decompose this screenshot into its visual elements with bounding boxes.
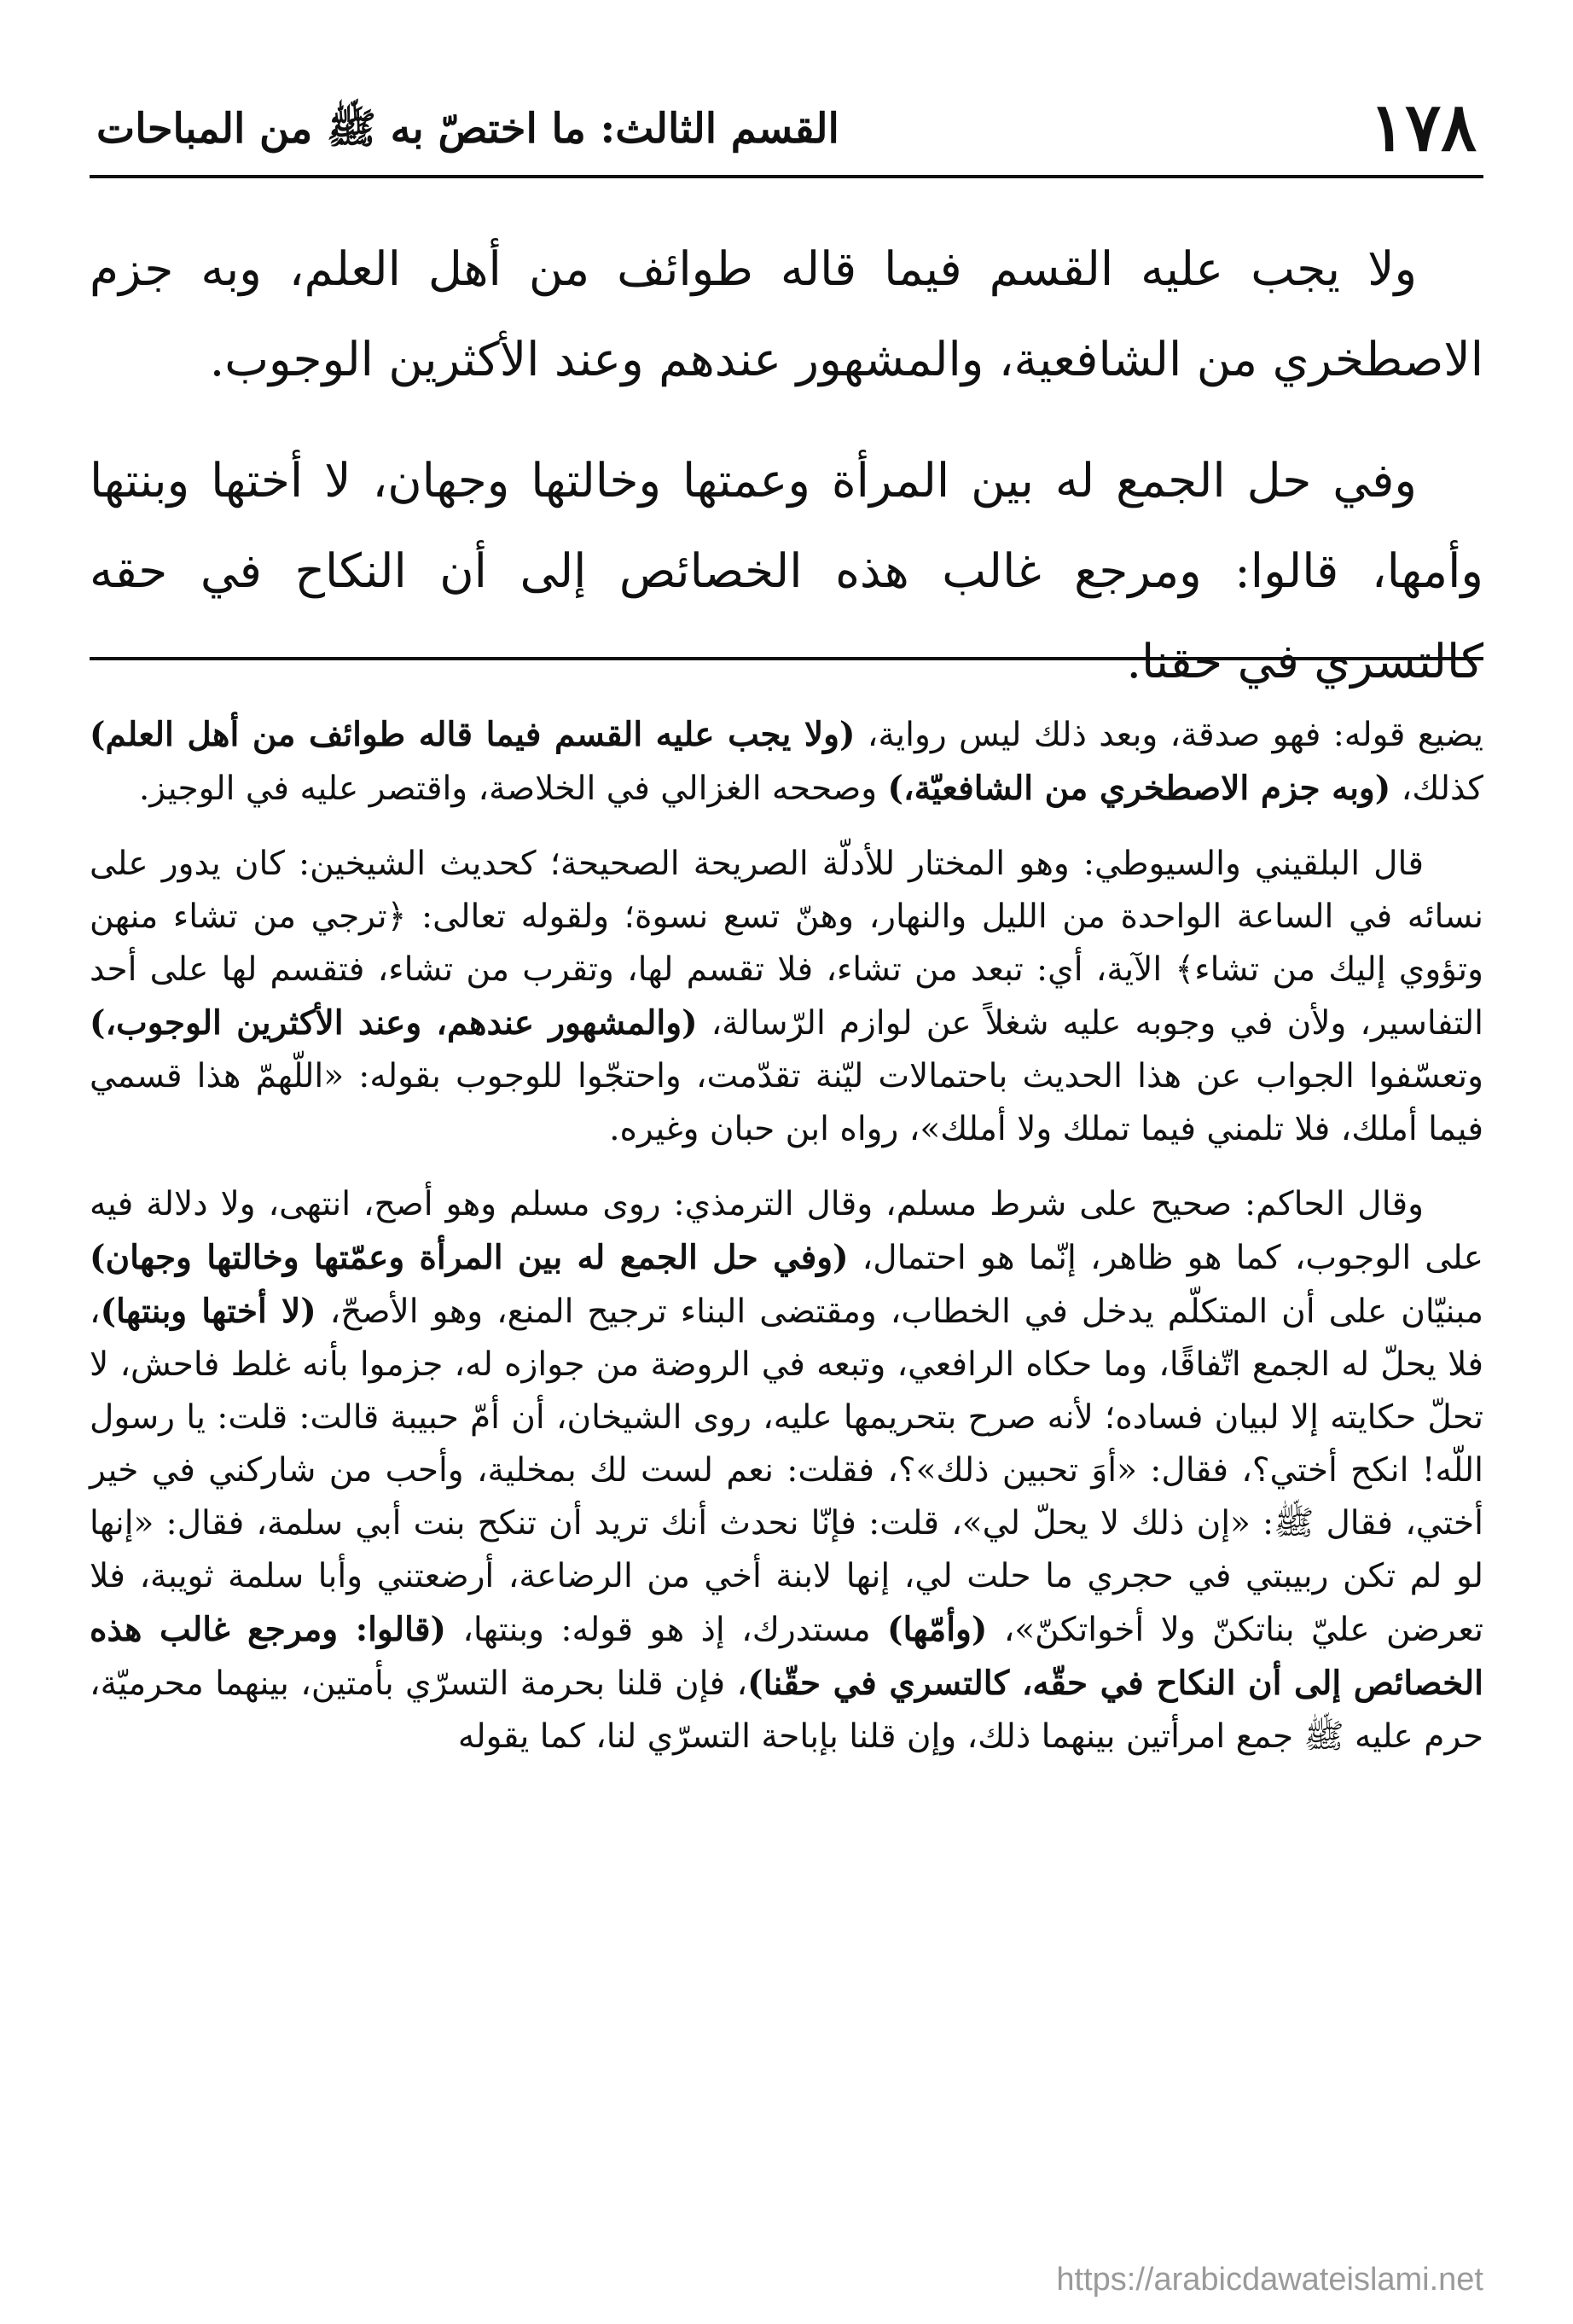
commentary-segment: مبنيّان على أن المتكلّم يدخل في الخطاب، ومقتضى البناء ترجيح المنع، وهو الأصحّ، [316,1293,1483,1331]
quoted-matn: (وبه جزم الاصطخري من الشافعيّة،) [887,769,1391,808]
commentary-segment: قال البلقيني والسيوطي: وهو المختار للأدلّة الصريحة الصحيحة؛ كحديث الشيخين: كان يدور على نسائه في الساعة الواحدة من الليل والنهار، وهنّ تسع نسوة؛ ولقوله تعالى: ﴿ترجي من تشاء منهن وتؤوي إليك من تشاء﴾ الآية، أي: تبعد من تشاء، فلا تقسم لها، وتقرب من تشاء، فتقسم لها على أحد التفاسير، ولأن في وجوبه عليه شغلاً عن لوازم الرّسالة، [90,845,1483,1043]
quoted-matn: (قالوا: ومرجع غالب هذه الخصائص إلى أن النكاح في حقّه، كالتسري في حقّنا) [90,1610,1483,1703]
commentary-segment: وصححه الغزالي في الخلاصة، واقتصر عليه في الوجيز. [138,770,888,808]
page-header [90,81,1483,178]
footnote-divider [90,657,1483,660]
quoted-matn: (ولا يجب عليه القسم فيما قاله طوائف من أهل العلم) [90,715,856,754]
commentary-segment: مستدرك، إذ هو قوله: وبنتها، [445,1611,887,1649]
quoted-matn: (والمشهور عندهم، وعند الأكثرين الوجوب،) [90,1003,698,1043]
quoted-matn: (وفي حل الجمع له بين المرأة وعمّتها وخالتها وجهان) [90,1238,849,1277]
commentary-paragraph [90,838,1483,1156]
commentary-segment: ، فإن قلنا بحرمة التسرّي بأمتين، بينهما محرميّة، حرم عليه ﷺ جمع امرأتين بينهما ذلك، وإن قلنا بإباحة التسرّي لنا، كما يقوله [90,1665,1483,1756]
commentary-segment: ، فلا يحلّ له الجمع اتّفاقًا، وما حكاه الرافعي، وتبعه في الروضة من جوازه له، جزموا بأنه غلط فاحش، لا تحلّ حكايته إلا لبيان فساده؛ لأنه صرح بتحريمها عليه، روى الشيخان، أن أمّ حبيبة قالت: قلت: يا رسول اللّه! انكح أختي؟، فقال: «أوَ تحبين ذلك»؟، فقلت: نعم لست لك بمخلية، وأحب من شاركني في خير أختي، فقال ﷺ: «إن ذلك لا يحلّ لي»، قلت: فإنّا نحدث أنك تريد أن تنكح بنت أبي سلمة، فقال: «إنها لو لم تكن ربيبتي في حجري ما حلت لي، إنها لابنة أخي من الرضاعة، أرضعتني وأبا سلمة ثويبة، فلا تعرضن عليّ بناتكنّ ولا أخواتكنّ»، [90,1293,1483,1649]
commentary-paragraph [90,1178,1483,1763]
commentary-segment: كذلك، [1390,770,1483,808]
commentary-segment: وقال الحاكم: صحيح على شرط مسلم، وقال الترمذي: روى مسلم وهو أصح، انتهى، ولا دلالة فيه على الوجوب، كما هو ظاهر، إنّما هو احتمال، [90,1185,1483,1277]
quoted-matn: (لا أختها وبنتها) [100,1292,316,1331]
commentary-segment: يضيع قوله: فهو صدقة، وبعد ذلك ليس رواية، [855,716,1483,754]
quoted-matn: (وأمّها) [887,1610,988,1649]
commentary-segment: وتعسّفوا الجواب عن هذا الحديث باحتمالات ليّنة تقدّمت، واحتجّوا للوجوب بقوله: «اللّهمّ هذا قسمي فيما أملك، فلا تلمني فيما تملك ولا أملك»، رواه ابن حبان وغيره. [90,1057,1483,1148]
main-paragraph: ولا يجب عليه القسم فيما قاله طوائف من أهل العلم، وبه جزم الاصطخري من الشافعية، والمشهور عندهم وعند الأكثرين الوجوب. [90,241,1483,386]
watermark: https://arabicdawateislami.net [1056,2262,1483,2298]
commentary [90,708,1483,1786]
commentary-paragraph [90,708,1483,816]
page-number: ١٧٨ [1369,89,1477,166]
main-paragraph: وفي حل الجمع له بين المرأة وعمتها وخالتها وجهان، لا أختها وبنتها وأمها، قالوا: ومرجع غالب هذه الخصائص إلى أن النكاح في حقه كالتسري في حقنا. [90,453,1483,688]
running-title: القسم الثالث: ما اختصّ به ﷺ من المباحات [96,105,839,153]
